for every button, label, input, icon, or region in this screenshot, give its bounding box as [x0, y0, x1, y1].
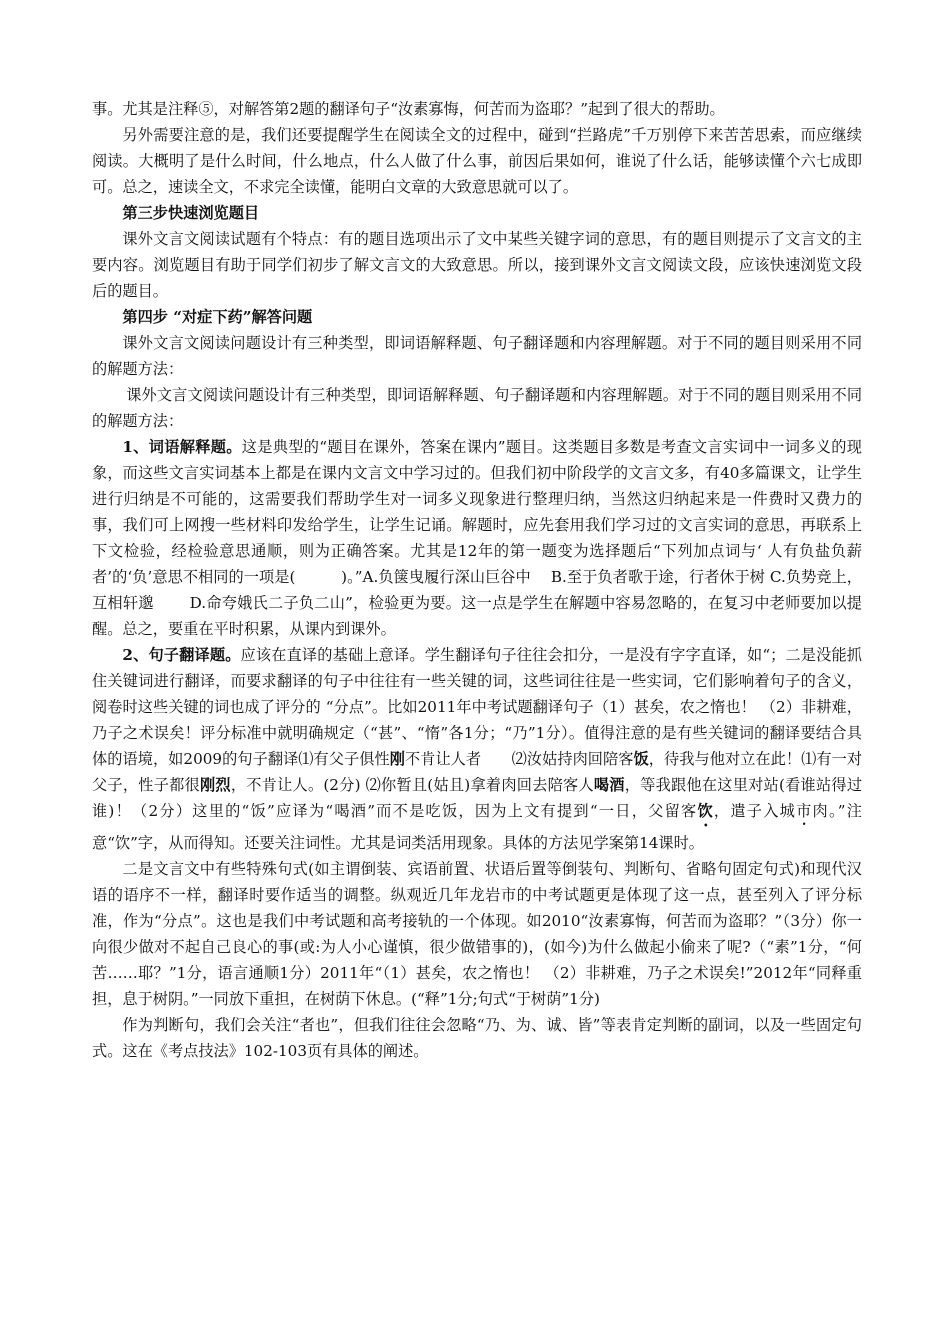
- keyword-fan: 饭: [633, 750, 649, 768]
- paragraph-word-explanation: [92, 434, 862, 642]
- keyword-yin: 饮: [697, 802, 714, 820]
- sentence-translation-body-g: 肉。”注意“饮”字，从而得知。还要关注词性。尤其是词类活用现象。具体的方法见学案第14课时。: [92, 802, 862, 852]
- paragraph-step-four-intro-repeat: 课外文言文阅读问题设计有三种类型，即词语解释题、句子翻译题和内容理解题。对于不同的题目则采用不同的解题方法：: [92, 386, 862, 430]
- keyword-gang: 刚: [389, 750, 405, 768]
- paragraph-judgment-sentences: 作为判断句，我们会关注“者也”，但我们往往会忽略“乃、为、诚、皆”等表肯定判断的副词，以及一些固定句式。这在《考点技法》102-103页有具体的阐述。: [92, 1016, 862, 1060]
- paragraph-step-four-intro: 课外文言文阅读问题设计有三种类型，即词语解释题、句子翻译题和内容理解题。对于不同的题目则采用不同的解题方法：: [92, 334, 862, 378]
- keyword-hejiu: 喝酒: [593, 776, 625, 794]
- paragraph-continuation: 事。尤其是注释⑤，对解答第2题的翻译句子“汝素寡悔，何苦而为盗耶？”起到了很大的帮助。: [92, 100, 725, 118]
- word-explanation-body: 这是典型的“题目在课外，答案在课内”题目。这类题目多数是考查文言实词中一词多义的现象，而这些文言实词基本上都是在课内文言文中学习过的。但我们初中阶段学的文言文多，有40多篇课文，让学生进行归纳是不可能的，这需要我们帮助学生对一词多义现象进行整理归纳，当然这归纳起来是一件费时又费力的事，我们可上网搜一些材料印发给学生，让学生记诵。解题时，应先套用我们学习过的文言实词的意思，再联系上下文检验，经检验意思通顺，则为正确答案。尤其是12年的第一题变为选择题后“下列加点词与‘ 人有负盐负薪者’的‘负’意思不相同的一项是( )。”A.负箧曳履行深山巨谷中 B.至于负者歌于途，行者休于树 C.负势竞上，互相轩邈 D.命夸娥氏二子负二山”，检验更为要。这一点是学生在解题中容易忽略的，在复习中老师要加以提醒。总之，要重在平时积累，从课内到课外。: [92, 438, 862, 638]
- paragraph-step-three: 课外文言文阅读试题有个特点：有的题目选项出示了文中某些关键字词的意思，有的题目则提示了文言文的主要内容。浏览题目有助于同学们初步了解文言文的大致意思。所以，接到课外文言文阅读文段，应该快速浏览文段后的题目。: [92, 230, 862, 300]
- sentence-translation-body-a: 应该在直译的基础上意译。学生翻译句子往往会扣分，一是没有字字直译，如“；二是没能抓住关键词进行翻译，而要求翻译的句子中往往有一些关键的词，这些词往往是一些实词，它们影响着句子的含义，阅卷时这些关键的词也成了评分的 “分点”。比如2011年中考试题翻译句子（1）甚矣，农之惰也！ （2）非耕难，乃子之术误矣！评分标准中就明确规定（“甚”、“惰”各1分；“乃”1分）。值得注意的是有些关键词的翻译要结合具体的语境，如2009的句子翻译⑴有父子俱性: [92, 646, 862, 768]
- document-body: [92, 96, 862, 1064]
- sentence-translation-body-c: ，待我与他对立在此！⑴有一对父子，性子都很: [92, 750, 863, 794]
- paragraph-sentence-translation: [92, 642, 862, 856]
- section-title-sentence-translation: 2、句子翻译题。: [122, 646, 241, 664]
- paragraph-reading-tips: 另外需要注意的是，我们还要提醒学生在阅读全文的过程中，碰到“拦路虎”千万别停下来苦苦思索，而应继续阅读。大概明了是什么时间，什么地点，什么人做了什么事，前因后果如何，谁说了什么话，能够读懂个六七成即可。总之，速读全文，不求完全读懂，能明白文章的大致意思就可以了。: [92, 126, 862, 196]
- sentence-translation-body-d: ，不肯让人。(2分) ⑵你暂且(姑且)拿着肉回去陪客人: [230, 776, 594, 794]
- keyword-ganglie: 刚烈: [199, 776, 231, 794]
- sentence-translation-body-e: ，等我跟他在这里对站(看谁站得过谁)！（2分）这里的“饭”应译为“喝酒”而不是吃饭，因为上文有提到“一日，父留客: [92, 776, 863, 820]
- sentence-translation-body-b: 不肯让人者 ⑵汝姑持肉回陪客: [404, 750, 634, 768]
- heading-step-four: 第四步 “对症下药”解答问题: [122, 308, 313, 326]
- sentence-translation-body-f: ，遣子入城: [713, 802, 797, 820]
- heading-step-three: 第三步快速浏览题目: [122, 204, 260, 222]
- keyword-shi: 市: [796, 802, 813, 820]
- paragraph-special-sentences: 二是文言文中有些特殊句式(如主谓倒装、宾语前置、状语后置等倒装句、判断句、省略句固定句式)和现代汉语的语序不一样，翻译时要作适当的调整。纵观近几年龙岩市的中考试题更是体现了这一点，甚至列入了评分标准，作为“分点”。这也是我们中考试题和高考接轨的一个体现。如2010“汝素寡悔，何苦而为盗耶？”（3分）你一向很少做对不起自己良心的事(或:为人小心谨慎，很少做错事的)，(如今)为什么做起小偷来了呢?（“素”1分，“何苦……耶？”1分，语言通顺1分）2011年“（1）甚矣，农之惰也！ （2）非耕难，乃子之术误矣!”2012年“同释重担，息于树阴。”一同放下重担，在树荫下休息。(“释”1分;句式“于树荫”1分): [92, 860, 862, 1008]
- section-title-word-explanation: 1、词语解释题。: [122, 438, 242, 456]
